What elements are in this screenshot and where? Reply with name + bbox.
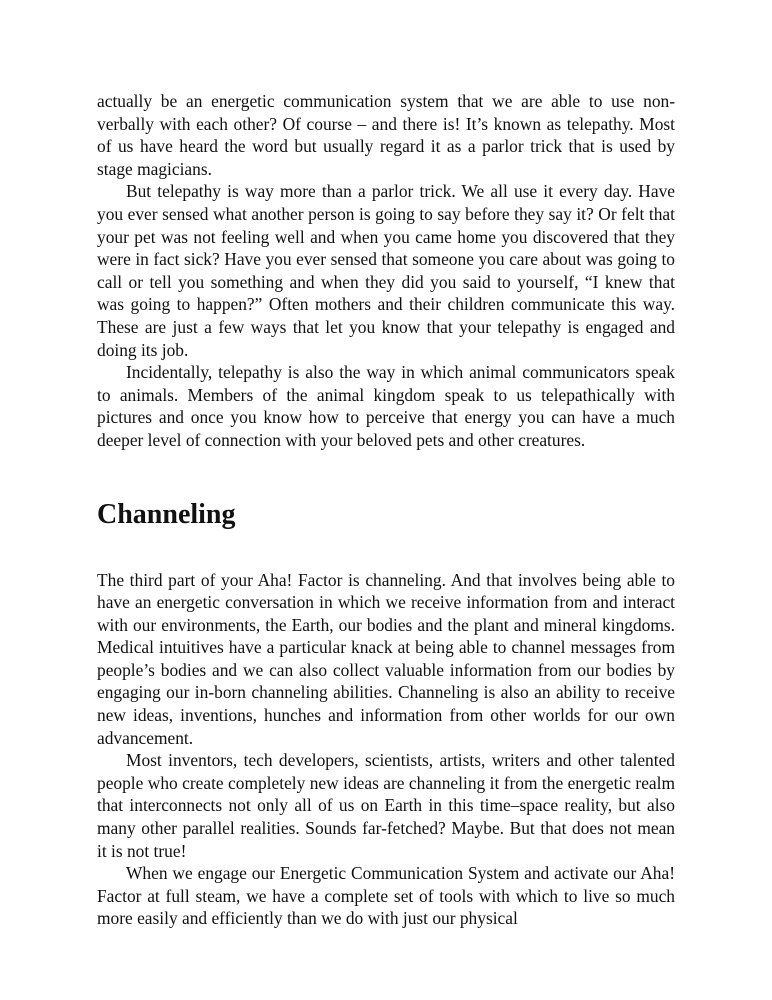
paragraph-animal-communicators: Incidentally, telepathy is also the way in which animal communicators speak to animals. Members of the animal kingdom speak to us telepathically with pictures and once you know how to perceive that energy you can have a much deeper level of connection with your beloved pets and other creatures. xyxy=(97,362,675,450)
paragraph-inventors: Most inventors, tech developers, scientists, artists, writers and other talented people who create completely new ideas are channeling it from the energetic realm that interconnects not only all of us on Earth in this time–space reality, but also many other parallel realities. Sounds far-fetched? Maybe. But that does not mean it is not true! xyxy=(97,750,675,861)
paragraph-aha-factor: When we engage our Energetic Communication System and activate our Aha! Factor at full steam, we have a complete set of tools with which to live so much more easily and efficiently than we do with just our physical xyxy=(97,863,675,929)
paragraph-telepathy-continued: actually be an energetic communication system that we are able to use non-verbally with each other? Of course – and there is! It’s known as telepathy. Most of us have heard the word but usually regard it as a parlor trick that is used by stage magicians. xyxy=(97,91,675,179)
paragraph-channeling-intro: The third part of your Aha! Factor is channeling. And that involves being able to have an energetic conversation in which we receive information from and interact with our environments, the Earth, our bodies and the plant and mineral kingdoms. Medical intuitives have a particular knack at being able to channel messages from people’s bodies and we can also collect valuable information from our bodies by engaging our in-born channeling abilities. Channeling is also an ability to receive new ideas, inventions, hunches and information from other worlds for our own advancement. xyxy=(97,569,675,748)
book-page xyxy=(97,90,675,930)
section-heading: Channeling xyxy=(97,498,236,530)
paragraph-telepathy-everyday: But telepathy is way more than a parlor trick. We all use it every day. Have you ever sensed what another person is going to say before they say it? Or felt that your pet was not feeling well and when you came home you discovered that they were in fact sick? Have you ever sensed that someone you care about was going to call or tell you something and when they did you said to yourself, “I knew that was going to happen?” Often mothers and their children communicate this way. These are just a few ways that let you know that your telepathy is engaged and doing its job. xyxy=(97,181,675,360)
